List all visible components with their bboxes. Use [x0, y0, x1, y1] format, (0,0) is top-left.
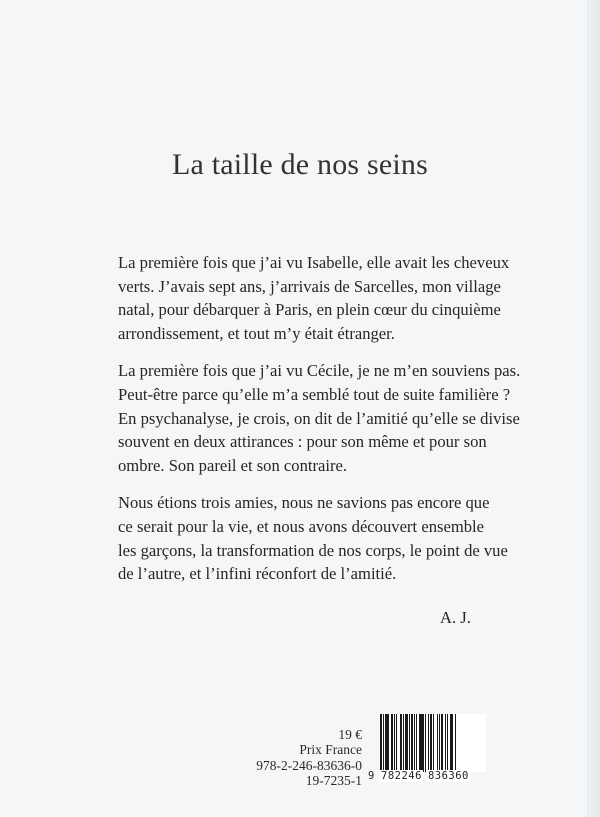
text-line: ce serait pour la vie, et nous avons découvert ensemble [118, 516, 484, 536]
paragraph-3 [118, 491, 508, 585]
print-code: 19-7235-1 [305, 772, 362, 788]
text-line: ombre. Son pareil et son contraire. [118, 455, 348, 475]
text-line: La première fois que j’ai vu Cécile, je ne m’en souviens pas. [118, 361, 521, 381]
text-line: verts. J’avais sept ans, j’arrivais de Sarcelles, mon village [118, 276, 501, 296]
isbn: 978-2-246-83636-0 [256, 757, 362, 773]
text-line: Nous étions trois amies, nous ne savions pas encore que [118, 493, 490, 513]
barcode-bar [456, 714, 458, 772]
text-line: natal, pour débarquer à Paris, en plein cœur du cinquième [118, 300, 501, 320]
price: 19 € [338, 727, 362, 742]
barcode-first-digit: 9 [368, 770, 375, 782]
barcode [368, 714, 486, 782]
author-initials: A. J. [440, 608, 471, 627]
text-line: En psychanalyse, je crois, on dit de l’amitié qu’elle se divise [118, 408, 520, 428]
page-edge [587, 0, 600, 817]
text-line: La première fois que j’ai vu Isabelle, elle avait les cheveux [118, 253, 510, 272]
barcode-group-2: 836360 [427, 770, 469, 782]
text-line: de l’autre, et l’infini réconfort de l’amitié. [118, 564, 397, 584]
book-title: La taille de nos seins [171, 148, 428, 181]
paragraph-1 [118, 251, 510, 345]
paragraph-2 [118, 359, 521, 477]
price-label: Prix France [299, 742, 362, 758]
blurb [118, 251, 521, 600]
text-line: Peut-être parce qu’elle m’a semblé tout de suite familière ? [118, 384, 511, 404]
barcode-group-1: 782246 [381, 770, 422, 782]
price-block [256, 727, 362, 788]
text-line: souvent en deux attirances : pour son même et pour son [118, 432, 487, 452]
barcode-bars [380, 714, 486, 772]
text-line: les garçons, la transformation de nos corps, le point de vue [118, 540, 508, 560]
barcode-digits [368, 770, 488, 782]
text-line: arrondissement, et tout m’y était étranger. [118, 323, 395, 343]
